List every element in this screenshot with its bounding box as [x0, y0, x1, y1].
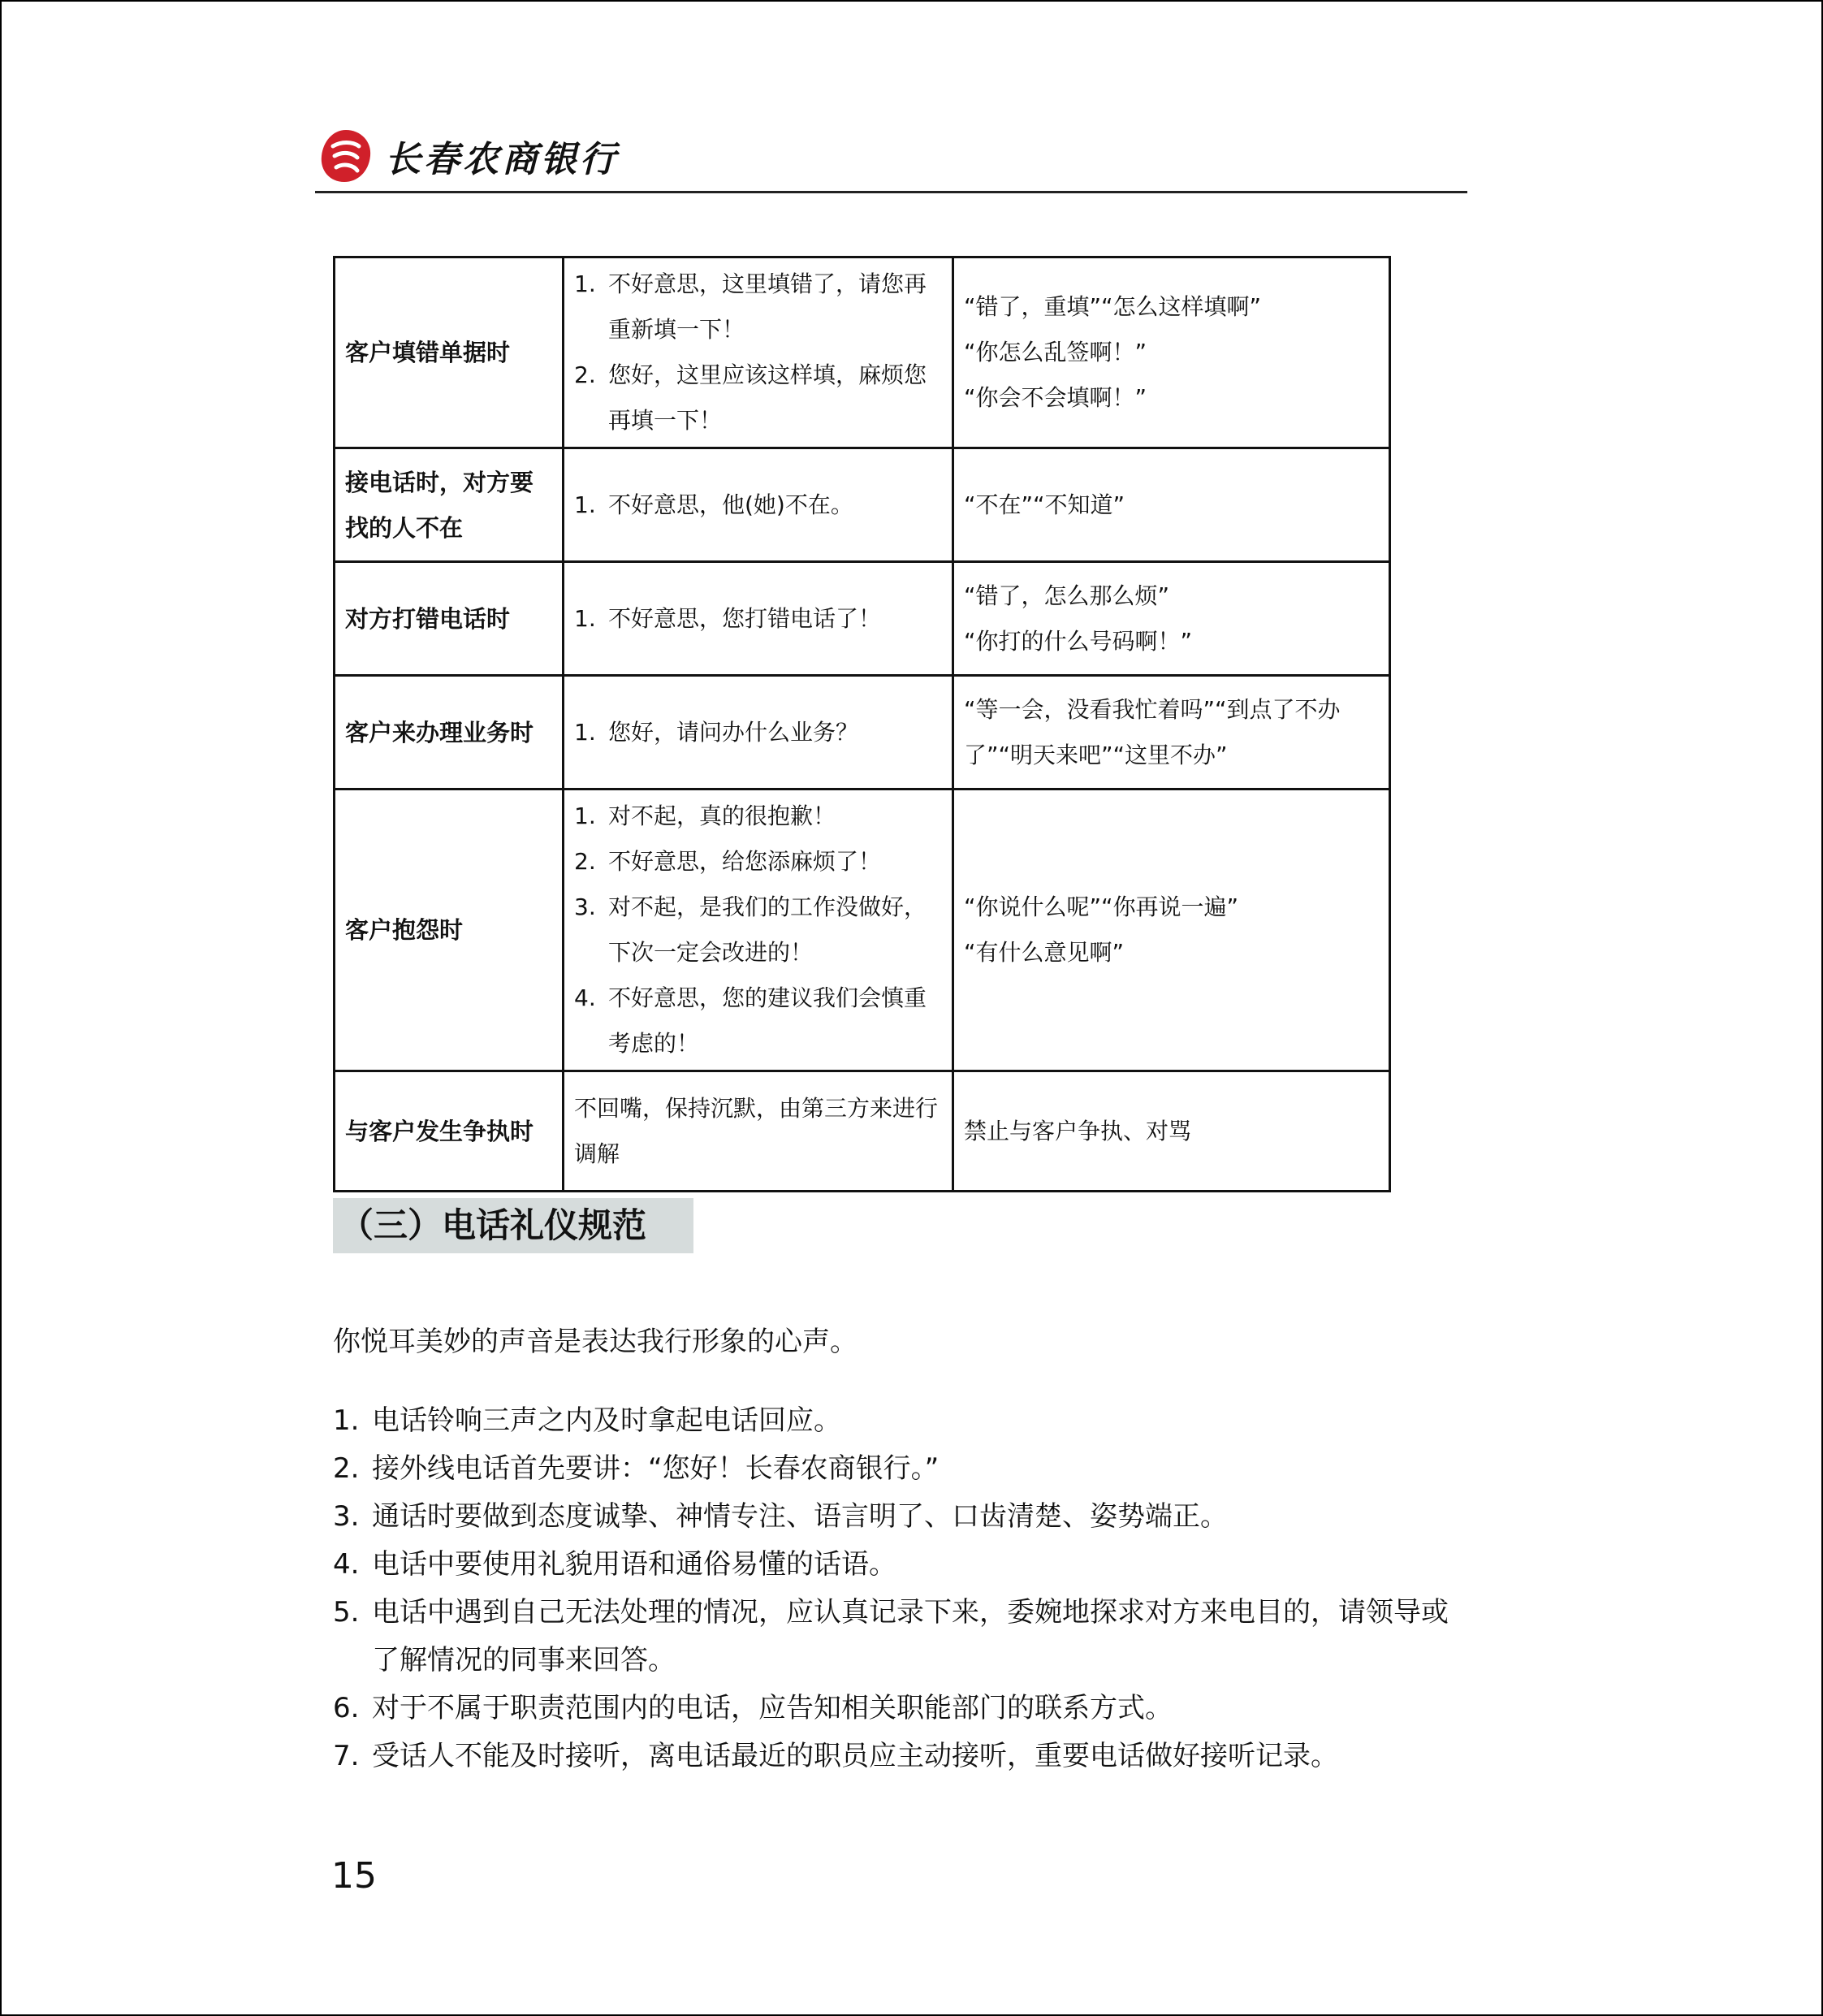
scene-cell: 对方打错电话时: [335, 562, 564, 676]
avoid-cell: [953, 1071, 1390, 1192]
scene-cell: 客户填错单据时: [335, 257, 564, 448]
avoid-phrase: “错了，重填”“怎么这样填啊”: [964, 293, 1262, 320]
avoid-phrase: “错了，怎么那么烦”: [964, 582, 1170, 609]
avoid-cell: [953, 257, 1390, 448]
list-item: 2. 不好意思，给您添麻烦了！: [574, 848, 882, 875]
page-header: [317, 123, 619, 188]
say-cell: [564, 562, 953, 676]
list-item: 1. 不好意思，您打错电话了！: [574, 604, 882, 632]
list-item: 3. 通话时要做到态度诚挚、神情专注、语言明了、口齿清楚、姿势端正。: [333, 1500, 1228, 1533]
say-cell: [564, 790, 953, 1071]
avoid-phrase: “你打的什么号码啊！”: [964, 627, 1193, 655]
avoid-phrase: 禁止与客户争执、对骂: [964, 1117, 1192, 1144]
say-cell: [564, 257, 953, 448]
avoid-cell: [953, 676, 1390, 790]
list-item: 4. 电话中要使用礼貌用语和通俗易懂的话语。: [333, 1548, 896, 1581]
table-row: [335, 257, 1390, 448]
section-title: （三）电话礼仪规范: [333, 1198, 693, 1253]
page-number: 15: [331, 1855, 377, 1897]
header-divider: [315, 191, 1467, 193]
table-row: [335, 562, 1390, 676]
list-item: 2. 接外线电话首先要讲：“您好！长春农商银行。”: [333, 1452, 940, 1485]
avoid-cell: [953, 790, 1390, 1071]
etiquette-table: [333, 256, 1391, 1192]
phone-etiquette-rules: [333, 1397, 1470, 1780]
say-cell: 不回嘴，保持沉默，由第三方来进行调解: [564, 1071, 953, 1192]
avoid-phrase: “不在”“不知道”: [964, 491, 1125, 518]
list-item: 1. 不好意思，他(她)不在。: [574, 491, 853, 518]
avoid-phrase: “你说什么呢”“你再说一遍”: [964, 893, 1239, 920]
scene-cell: 与客户发生争执时: [335, 1071, 564, 1192]
avoid-phrase: “有什么意见啊”: [964, 939, 1125, 966]
red-seal-logo-icon: [317, 127, 375, 185]
scene-cell: 客户抱怨时: [335, 790, 564, 1071]
scene-cell: 客户来办理业务时: [335, 676, 564, 790]
say-cell: [564, 676, 953, 790]
section-intro: 你悦耳美妙的声音是表达我行形象的心声。: [333, 1326, 858, 1358]
avoid-phrase: “你怎么乱签啊！”: [964, 339, 1147, 366]
list-item: 1. 您好，请问办什么业务？: [574, 718, 859, 746]
list-item: 3. 对不起，是我们的工作没做好，下次一定会改进的！: [574, 893, 927, 966]
table-row: [335, 676, 1390, 790]
list-item: 2. 您好，这里应该这样填，麻烦您再填一下！: [574, 361, 927, 434]
say-cell: [564, 448, 953, 562]
avoid-cell: [953, 448, 1390, 562]
scene-cell: 接电话时，对方要找的人不在: [335, 448, 564, 562]
list-item: 1. 电话铃响三声之内及时拿起电话回应。: [333, 1404, 841, 1437]
list-item: 4. 不好意思，您的建议我们会慎重考虑的！: [574, 984, 927, 1057]
avoid-cell: [953, 562, 1390, 676]
bank-name: 长春农商银行: [385, 139, 619, 180]
avoid-phrase: “等一会，没看我忙着吗”“到点了不办了”“明天来吧”“这里不办”: [964, 695, 1341, 768]
table-row: [335, 1071, 1390, 1192]
list-item: 1. 对不起，真的很抱歉！: [574, 803, 836, 829]
avoid-phrase: “你会不会填啊！”: [964, 384, 1147, 411]
list-item: 7. 受话人不能及时接听，离电话最近的职员应主动接听，重要电话做好接听记录。: [333, 1740, 1338, 1772]
list-item: 6. 对于不属于职责范围内的电话，应告知相关职能部门的联系方式。: [333, 1692, 1173, 1724]
table-row: [335, 790, 1390, 1071]
list-item: 5. 电话中遇到自己无法处理的情况，应认真记录下来，委婉地探求对方来电目的，请领导或了解情况的同事来回答。: [333, 1596, 1449, 1676]
table-row: [335, 448, 1390, 562]
list-item: 1. 不好意思，这里填错了，请您再重新填一下！: [574, 270, 927, 343]
